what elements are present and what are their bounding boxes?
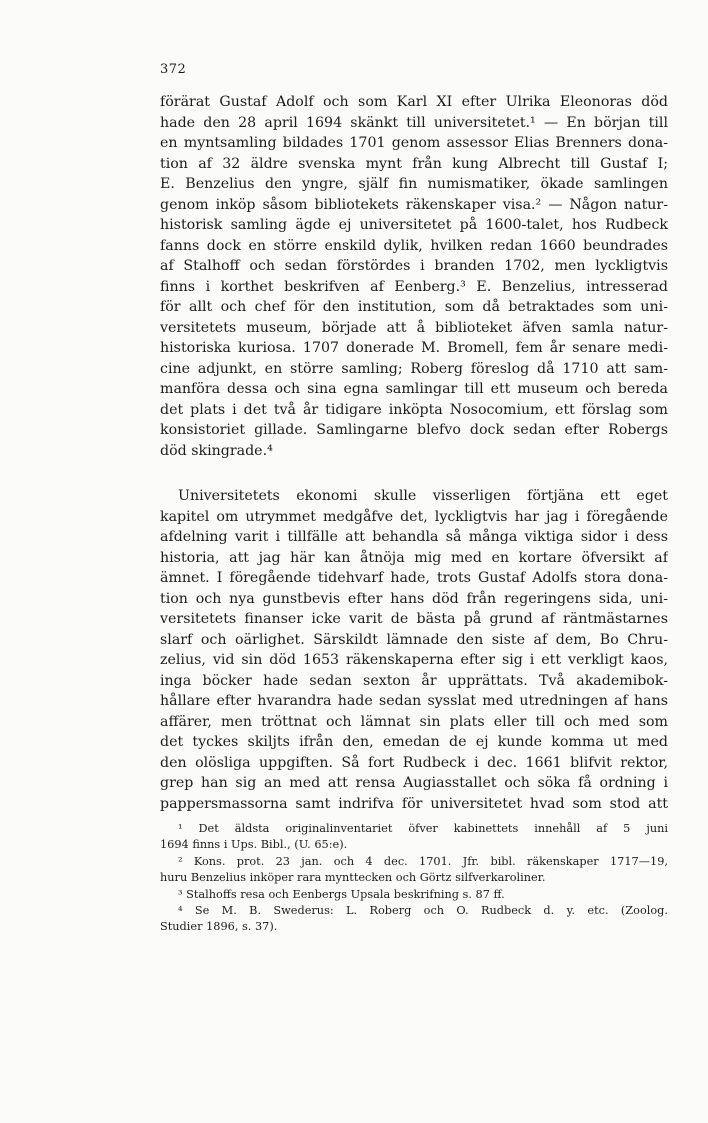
text-line: fanns dock en större enskild dylik, hvilken redan 1660 beundrades	[160, 237, 668, 254]
text-line: af Stalhoff och sedan förstördes i branden 1702, men lyckligtvis	[160, 258, 668, 274]
text-line: hållare efter hvarandra hade sedan sysslat med utredningen af hans	[160, 693, 668, 709]
text-line: död skingrade.⁴	[160, 442, 273, 459]
text-line: historiska kuriosa. 1707 donerade M. Bromell, fem år senare medi-	[160, 340, 668, 356]
footnote-4: ⁴ Se M. B. Swederus: L. Roberg och O. Rudbeck d. y. etc. (Zoolog.	[178, 903, 668, 917]
text-line: förärat Gustaf Adolf och som Karl XI efter Ulrika Eleonoras död	[160, 94, 668, 110]
text-line: E. Benzelius den yngre, själf fin numismatiker, ökade samlingen	[160, 176, 668, 192]
page-number: 372	[160, 62, 187, 77]
footnote-4-cont: Studier 1896, s. 37).	[160, 920, 278, 934]
text-line: Universitetets ekonomi skulle visserligen förtjäna ett eget	[178, 488, 668, 504]
text-line: slarf och oärlighet. Särskildt lämnade den siste af dem, Bo Chru-	[160, 631, 668, 648]
text-line: det tyckes skiljts ifrån den, emedan de ej kunde komma ut med	[160, 734, 668, 750]
paragraph-1	[160, 92, 668, 461]
text-line: versitetets museum, började att å biblioteket äfven samla natur-	[160, 319, 668, 336]
text-line: tion af 32 äldre svenska mynt från kung Albrecht till Gustaf I;	[160, 155, 668, 172]
text-line: genom inköp såsom bibliotekets räkenskaper visa.² — Någon natur-	[160, 196, 668, 213]
text-line: grep han sig an med att rensa Augiasstallet och söka få ordning i	[160, 775, 668, 791]
text-line: en myntsamling bildades 1701 genom assessor Elias Brenners dona-	[160, 135, 668, 151]
text-line: det plats i det två år tidigare inköpta Nosocomium, ett förslag som	[160, 401, 668, 418]
footnote-1: ¹ Det äldsta originalinventariet öfver kabinettets innehåll af 5 juni	[178, 822, 668, 835]
text-line: hade den 28 april 1694 skänkt till universitetet.¹ — En början till	[160, 114, 668, 131]
text-line: versitetets finanser icke varit de bästa på grund af räntmästarnes	[160, 611, 668, 627]
footnotes	[160, 821, 668, 936]
text-line: finns i korthet beskrifven af Eenberg.³ E. Benzelius, intresserad	[160, 278, 668, 295]
paragraph-2	[160, 486, 668, 814]
text-line: den olösliga uppgiften. Så fort Rudbeck i dec. 1661 blifvit rektor,	[160, 754, 668, 771]
text-line: tion och nya gunstbevis efter hans död från regeringens sida, uni-	[160, 590, 668, 607]
footnote-3: ³ Stalhoffs resa och Eenbergs Upsala beskrifning s. 87 ff.	[178, 887, 505, 901]
text-line: affärer, men tröttnat och lämnat sin plats eller till och med som	[160, 713, 668, 730]
footnote-2: ² Kons. prot. 23 jan. och 4 dec. 1701. Jfr. bibl. räkenskaper 1717—19,	[178, 854, 668, 868]
text-line: konsistoriet gillade. Samlingarne blefvo dock sedan efter Robergs	[160, 422, 668, 438]
text-line: cine adjunkt, en större samling; Roberg föreslog då 1710 att sam-	[160, 360, 668, 377]
text-line: afdelning varit i tillfälle att behandla så många viktiga sidor i dess	[160, 529, 668, 545]
text-line: zelius, vid sin död 1653 räkenskaperna efter sig i ett verkligt kaos,	[160, 652, 668, 668]
text-line: historia, att jag här kan åtnöja mig med en kortare öfversikt af	[160, 549, 668, 566]
text-line: för allt och chef för den institution, som då betraktades som uni-	[160, 299, 668, 315]
footnote-1-cont: 1694 finns i Ups. Bibl., (U. 65:e).	[160, 838, 348, 852]
text-line: ämnet. I föregående tidehvarf hade, trots Gustaf Adolfs stora dona-	[160, 570, 668, 586]
footnote-2-cont: huru Benzelius inköper rara mynttecken och Görtz silfverkaroliner.	[160, 871, 546, 885]
text-line: inga böcker hade sedan sexton år upprättats. Två akademibok-	[160, 672, 668, 689]
text-line: kapitel om utrymmet medgåfve det, lyckligtvis har jag i föregående	[160, 508, 668, 525]
text-line: historisk samling ägde ej universitetet på 1600-talet, hos Rudbeck	[160, 217, 668, 233]
text-line: manföra dessa och sina egna samlingar till ett museum och bereda	[160, 381, 668, 397]
text-line: pappersmassorna samt indrifva för universitetet hvad som stod att	[160, 795, 668, 812]
